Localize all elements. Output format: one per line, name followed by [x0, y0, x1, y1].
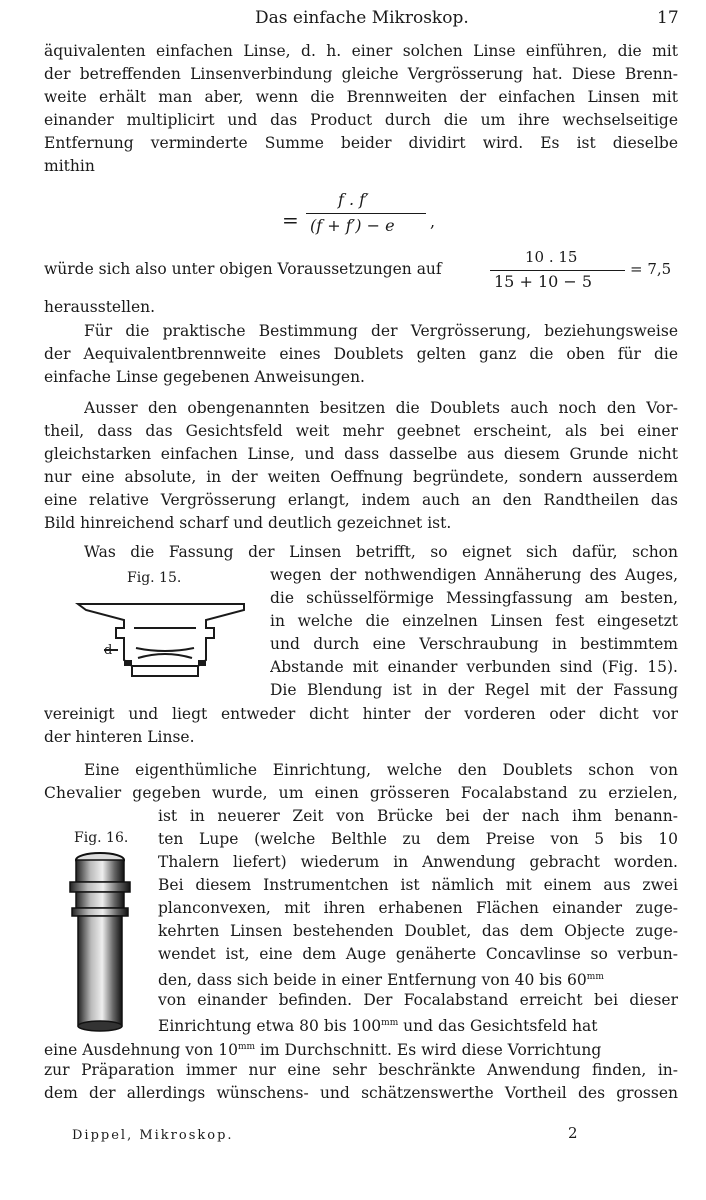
text-line: die schüsselförmige Messingfassung am besten, [270, 589, 678, 607]
running-head: Das einfache Mikroskop. [255, 8, 469, 28]
fraction-bar [306, 213, 426, 214]
text-line: Bild hinreichend scharf und deutlich gezeichnet ist. [44, 514, 452, 532]
text-line: Chevalier gegeben wurde, um einen grösseren Focalabstand zu erzielen, [44, 784, 678, 802]
fraction-bar [490, 270, 625, 271]
formula-equals: = [282, 208, 299, 232]
text-line: ten Lupe (welche Belthle zu dem Preise von 5 bis 10 [158, 830, 678, 848]
text-line: wegen der nothwendigen Annäherung des Auges, [270, 566, 678, 584]
text-line: ist in neuerer Zeit von Brücke bei der nach ihm benann- [158, 807, 678, 825]
text-line: kehrten Linsen bestehenden Doublet, das dem Objecte zuge- [158, 922, 678, 940]
text-line: dem der allerdings wünschens- und schätzenswerthe Vortheil des grossen [44, 1084, 678, 1102]
text-line: und durch eine Verschraubung in bestimmtem [270, 635, 678, 653]
text-line: Abstande mit einander verbunden sind (Fig. 15). [270, 658, 678, 676]
text-line: Eine eigenthümliche Einrichtung, welche den Doublets schon von [84, 761, 678, 779]
formula-numerator: 10 . 15 [525, 248, 578, 266]
text-line: zur Präparation immer nur eine sehr beschränkte Anwendung finden, in- [44, 1061, 678, 1079]
text-line: theil, dass das Gesichtsfeld weit mehr geebnet erscheint, als bei einer [44, 422, 678, 440]
text-line: den, dass sich beide in einer Entfernung von 40 bis $60^{mm}$ [158, 971, 604, 989]
text-line: eine relative Vergrösserung erlangt, indem auch an den Randtheilen das [44, 491, 678, 509]
fig16-loupe-drawing [62, 850, 138, 1035]
text-line: Thalern liefert) wiederum in Anwendung gebracht worden. [158, 853, 678, 871]
page-number: 17 [657, 8, 679, 28]
formula-result: = 7,5 [630, 260, 672, 278]
text-line: mithin [44, 157, 95, 175]
text-line: wendet ist, eine dem Auge genäherte Concavlinse so verbun- [158, 945, 678, 963]
formula-denominator: (f + f′) − e [310, 216, 395, 235]
text-line: einfache Linse gegebenen Anweisungen. [44, 368, 365, 386]
formula-comma: , [430, 212, 436, 231]
text-line: der Aequivalentbrennweite eines Doublets gelten ganz die oben für die [44, 345, 678, 363]
fig15-lens-mount-drawing [74, 598, 254, 688]
text-line: Was die Fassung der Linsen betrifft, so eignet sich dafür, schon [84, 543, 678, 561]
figure-caption: Fig. 16. [74, 830, 129, 846]
text-line: Entfernung verminderte Summe beider dividirt wird. Es ist dieselbe [44, 134, 678, 152]
figure-caption: Fig. 15. [127, 570, 182, 586]
formula-numerator: f . f′ [338, 190, 369, 209]
text-line: der hinteren Linse. [44, 728, 195, 746]
text-line: äquivalenten einfachen Linse, d. h. einer solchen Linse einführen, die mit [44, 42, 678, 60]
text-line: gleichstarken einfachen Linse, und dass dasselbe aus diesem Grunde nicht [44, 445, 678, 463]
text-line: der betreffenden Linsenverbindung gleiche Vergrösserung hat. Diese Brenn- [44, 65, 678, 83]
text-line: weite erhält man aber, wenn die Brennweiten der einfachen Linsen mit [44, 88, 678, 106]
text-line: Für die praktische Bestimmung der Vergrösserung, beziehungsweise [84, 322, 678, 340]
footer-author: Dippel, Mikroskop. [72, 1128, 234, 1143]
text-line: von einander befinden. Der Focalabstand erreicht bei dieser [158, 991, 678, 1009]
text-line: nur eine absolute, in der weiten Oeffnung begründete, sondern ausserdem [44, 468, 678, 486]
text-line: Einrichtung etwa 80 bis $100^{mm}$ und das Gesichtsfeld hat [158, 1017, 598, 1035]
text-line: Die Blendung ist in der Regel mit der Fassung [270, 681, 678, 699]
text-line: Ausser den obengenannten besitzen die Doublets auch noch den Vor- [84, 399, 678, 417]
text-line: herausstellen. [44, 298, 156, 316]
fig15-label-d: d [104, 643, 113, 658]
formula-denominator: 15 + 10 − 5 [494, 272, 593, 291]
text-line: eine Ausdehnung von $10^{mm}$ im Durchschnitt. Es wird diese Vorrichtung [44, 1041, 602, 1059]
text-line: in welche die einzelnen Linsen fest eingesetzt [270, 612, 678, 630]
text-line: vereinigt und liegt entweder dicht hinter der vorderen oder dicht vor [44, 705, 678, 723]
text-line: würde sich also unter obigen Voraussetzungen auf [44, 260, 442, 278]
text-line: planconvexen, mit ihren erhabenen Flächen einander zuge- [158, 899, 678, 917]
text-line: einander multiplicirt und das Product durch die um ihre wechselseitige [44, 111, 678, 129]
text-line: Bei diesem Instrumentchen ist nämlich mit einem aus zwei [158, 876, 678, 894]
footer-signature: 2 [568, 1124, 578, 1142]
